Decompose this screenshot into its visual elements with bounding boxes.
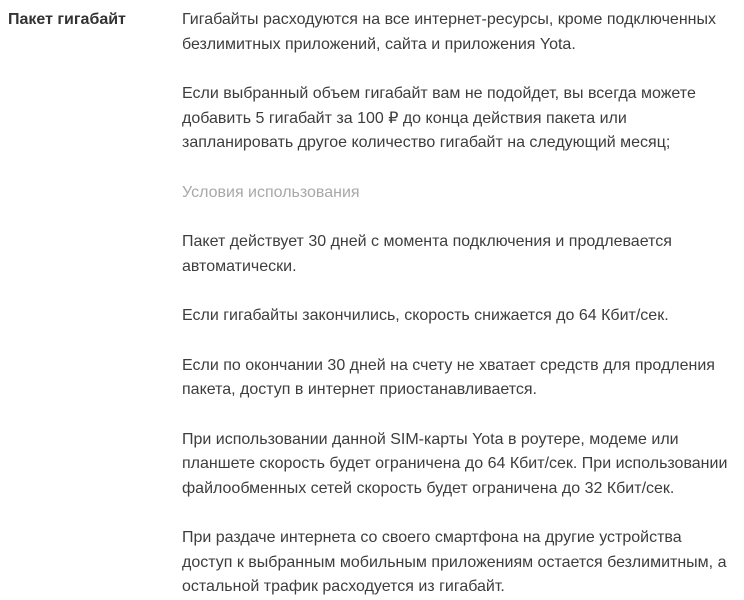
section-title: Пакет гигабайт xyxy=(8,11,126,28)
section-content-column xyxy=(182,8,736,600)
section-label-column xyxy=(8,8,182,32)
condition-insufficient-funds: Если по окончании 30 дней на счету не хватает средств для продления пакета, доступ в интернет приостанавливается. xyxy=(182,356,715,398)
condition-speed-reduction: Если гигабайты закончились, скорость снижается до 64 Кбит/сек. xyxy=(182,307,669,324)
condition-tethering: При раздаче интернета со своего смартфона на другие устройства доступ к выбранным мобильным приложениям остается безлимитным, а остальной трафик расходуется из гигабайт. xyxy=(182,529,727,595)
condition-sim-in-router: При использовании данной SIM-карты Yota в роутере, модеме или планшете скорость будет ограничена до 64 Кбит/сек. При использовании файлообменных сетей скорость будет ограничена до 32 Кбит/сек. xyxy=(182,430,728,497)
condition-package-duration: Пакет действует 30 дней с момента подключения и продлевается автоматически. xyxy=(182,233,672,275)
subheading-terms-of-use: Условия использования xyxy=(182,183,360,201)
paragraph-gigabytes-usage: Гигабайты расходуются на все интернет-ресурсы, кроме подключенных безлимитных приложений, сайта и приложения Yota. xyxy=(182,11,716,53)
paragraph-add-gigabytes: Если выбранный объем гигабайт вам не подойдет, вы всегда можете добавить 5 гигабайт за 100 ₽ до конца действия пакета или запланировать другое количество гигабайт на следующий месяц; xyxy=(182,85,696,151)
